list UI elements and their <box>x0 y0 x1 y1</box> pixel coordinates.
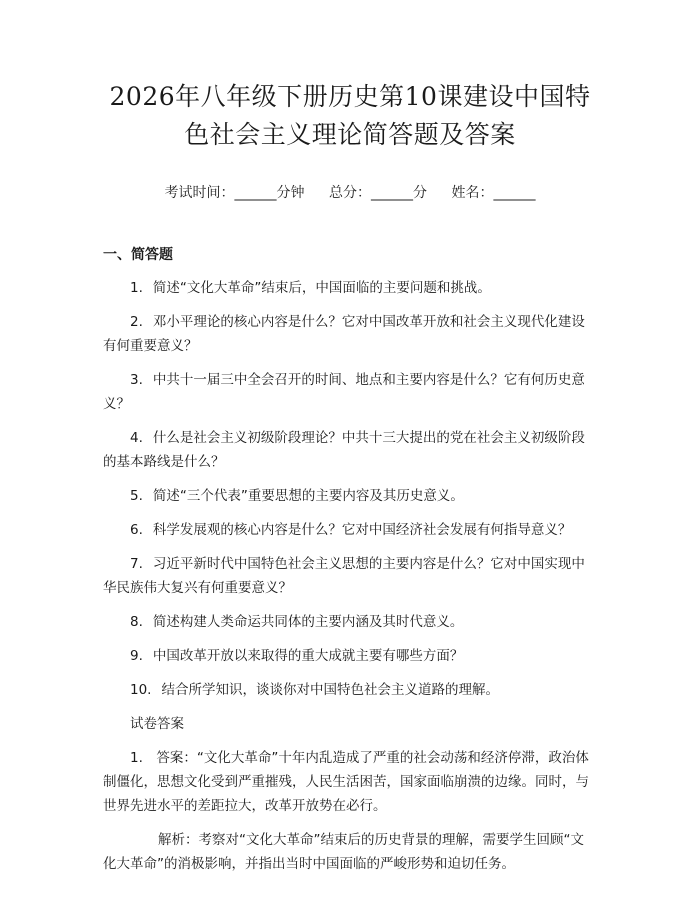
title-line-2: 色社会主义理论简答题及答案 <box>184 120 516 149</box>
answer-1: 1. 答案：“文化大革命”十年内乱造成了严重的社会动荡和经济停滞，政治体制僵化，思想文化受到严重摧残，人民生活困苦，国家面临崩溃的边缘。同时，与世界先进水平的差距拉大，改革开放势在必行。 <box>103 750 589 814</box>
question-text: 什么是社会主义初级阶段理论？中共十三大提出的党在社会主义初级阶段的基本路线是什么？ <box>103 430 585 470</box>
question-item <box>103 426 597 474</box>
exam-name: 姓名：______ <box>451 185 536 201</box>
question-text: 结合所学知识，谈谈你对中国特色社会主义道路的理解。 <box>161 682 499 698</box>
exam-time: 考试时间：______分钟 <box>164 185 305 201</box>
question-number: 9. <box>130 648 143 664</box>
question-number: 4. <box>130 430 143 446</box>
question-text: 中国改革开放以来取得的重大成就主要有哪些方面？ <box>152 648 464 664</box>
question-number: 5. <box>130 488 143 504</box>
exam-score: 总分：______分 <box>329 185 427 201</box>
question-text: 科学发展观的核心内容是什么？它对中国经济社会发展有何指导意义？ <box>152 522 572 538</box>
question-list <box>103 276 597 702</box>
question-number: 10. <box>130 682 152 698</box>
question-text: 邓小平理论的核心内容是什么？它对中国改革开放和社会主义现代化建设有何重要意义？ <box>103 314 585 354</box>
question-number: 7. <box>130 556 143 572</box>
exam-meta <box>103 182 597 202</box>
question-item <box>103 368 597 416</box>
question-number: 3. <box>130 372 143 388</box>
question-text: 简述“三个代表”重要思想的主要内容及其历史意义。 <box>152 488 464 504</box>
question-number: 2. <box>130 314 143 330</box>
question-item <box>103 310 597 358</box>
document-title <box>103 78 597 154</box>
question-number: 1. <box>130 280 143 296</box>
question-item <box>103 276 597 300</box>
question-item <box>103 644 597 668</box>
answers-label: 试卷答案 <box>130 716 184 732</box>
question-text: 习近平新时代中国特色社会主义思想的主要内容是什么？它对中国实现中华民族伟大复兴有何重要意义？ <box>103 556 585 596</box>
section-heading: 一、简答题 <box>103 247 173 263</box>
question-text: 简述“文化大革命”结束后，中国面临的主要问题和挑战。 <box>152 280 491 296</box>
question-text: 中共十一届三中全会召开的时间、地点和主要内容是什么？它有何历史意义？ <box>103 372 585 412</box>
question-text: 简述构建人类命运共同体的主要内涵及其时代意义。 <box>152 614 464 630</box>
question-item <box>103 610 597 634</box>
question-item <box>103 484 597 508</box>
analysis-1: 解析：考察对“文化大革命”结束后的历史背景的理解，需要学生回顾“文化大革命”的消极影响，并指出当时中国面临的严峻形势和迫切任务。 <box>103 832 584 872</box>
question-item <box>103 552 597 600</box>
question-item <box>103 678 597 702</box>
question-item <box>103 518 597 542</box>
question-number: 8. <box>130 614 143 630</box>
title-line-1: 2026年八年级下册历史第10课建设中国特 <box>109 82 591 111</box>
question-number: 6. <box>130 522 143 538</box>
